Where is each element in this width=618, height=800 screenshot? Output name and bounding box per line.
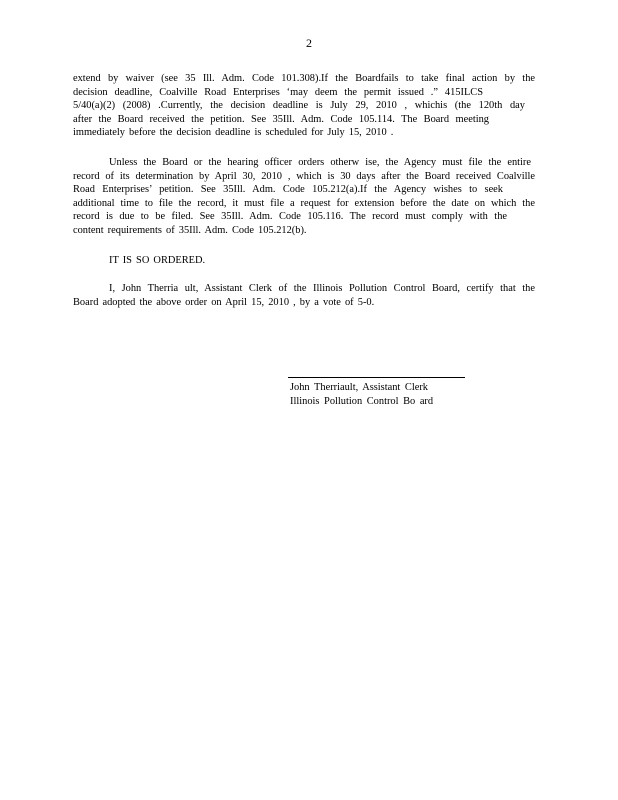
paragraph-line: immediately before the decision deadline is scheduled for July 15, 2010 . (73, 127, 394, 139)
paragraph-line: IT IS SO ORDERED. (109, 255, 206, 266)
page-number: 2 (306, 36, 312, 50)
paragraph-line: 5/40(a)(2) (2008) .Currently, the decision deadline is July 29, 2010 , whichis (the 120th day (73, 100, 525, 112)
paragraph-line: record of its determination by April 30, 2010 , which is 30 days after the Board received Coalville (73, 170, 535, 182)
paragraph-line: decision deadline, Coalville Road Enterprises ‘may deem the permit issued .” 415ILCS (73, 86, 483, 98)
paragraph-line: extend by waiver (see 35 Ill. Adm. Code 101.308).If the Boardfails to take final action by the (73, 73, 535, 84)
paragraph-line: additional time to file the record, it must file a request for extension before the date on which the (73, 197, 535, 209)
paragraph-line: after the Board received the petition. See 35Ill. Adm. Code 105.114. The Board meeting (73, 113, 489, 125)
so-ordered (73, 254, 535, 268)
paragraph-line: content requirements of 35Ill. Adm. Code 105.212(b). (73, 224, 307, 236)
paragraph-line: I, John Therria ult, Assistant Clerk of the Illinois Pollution Control Board, certify that the (109, 283, 535, 294)
paragraph-line: Unless the Board or the hearing officer orders otherw ise, the Agency must file the entire (109, 157, 531, 168)
signatory-organization: Illinois Pollution Control Bo ard (290, 396, 434, 407)
paragraph-decision-deadline (73, 72, 535, 140)
signatory-name-title: John Therriault, Assistant Clerk (290, 382, 428, 393)
paragraph-certification (73, 282, 535, 309)
paragraph-record-filing (73, 156, 535, 238)
paragraph-line: Road Enterprises’ petition. See 35Ill. Adm. Code 105.212(a).If the Agency wishes to seek (73, 184, 503, 196)
paragraph-line: record is due to be filed. See 35Ill. Adm. Code 105.116. The record must comply with the (73, 211, 507, 223)
signature-line (288, 377, 465, 378)
paragraph-line: Board adopted the above order on April 15, 2010 , by a vote of 5-0. (73, 296, 375, 308)
signature-block (290, 381, 433, 409)
